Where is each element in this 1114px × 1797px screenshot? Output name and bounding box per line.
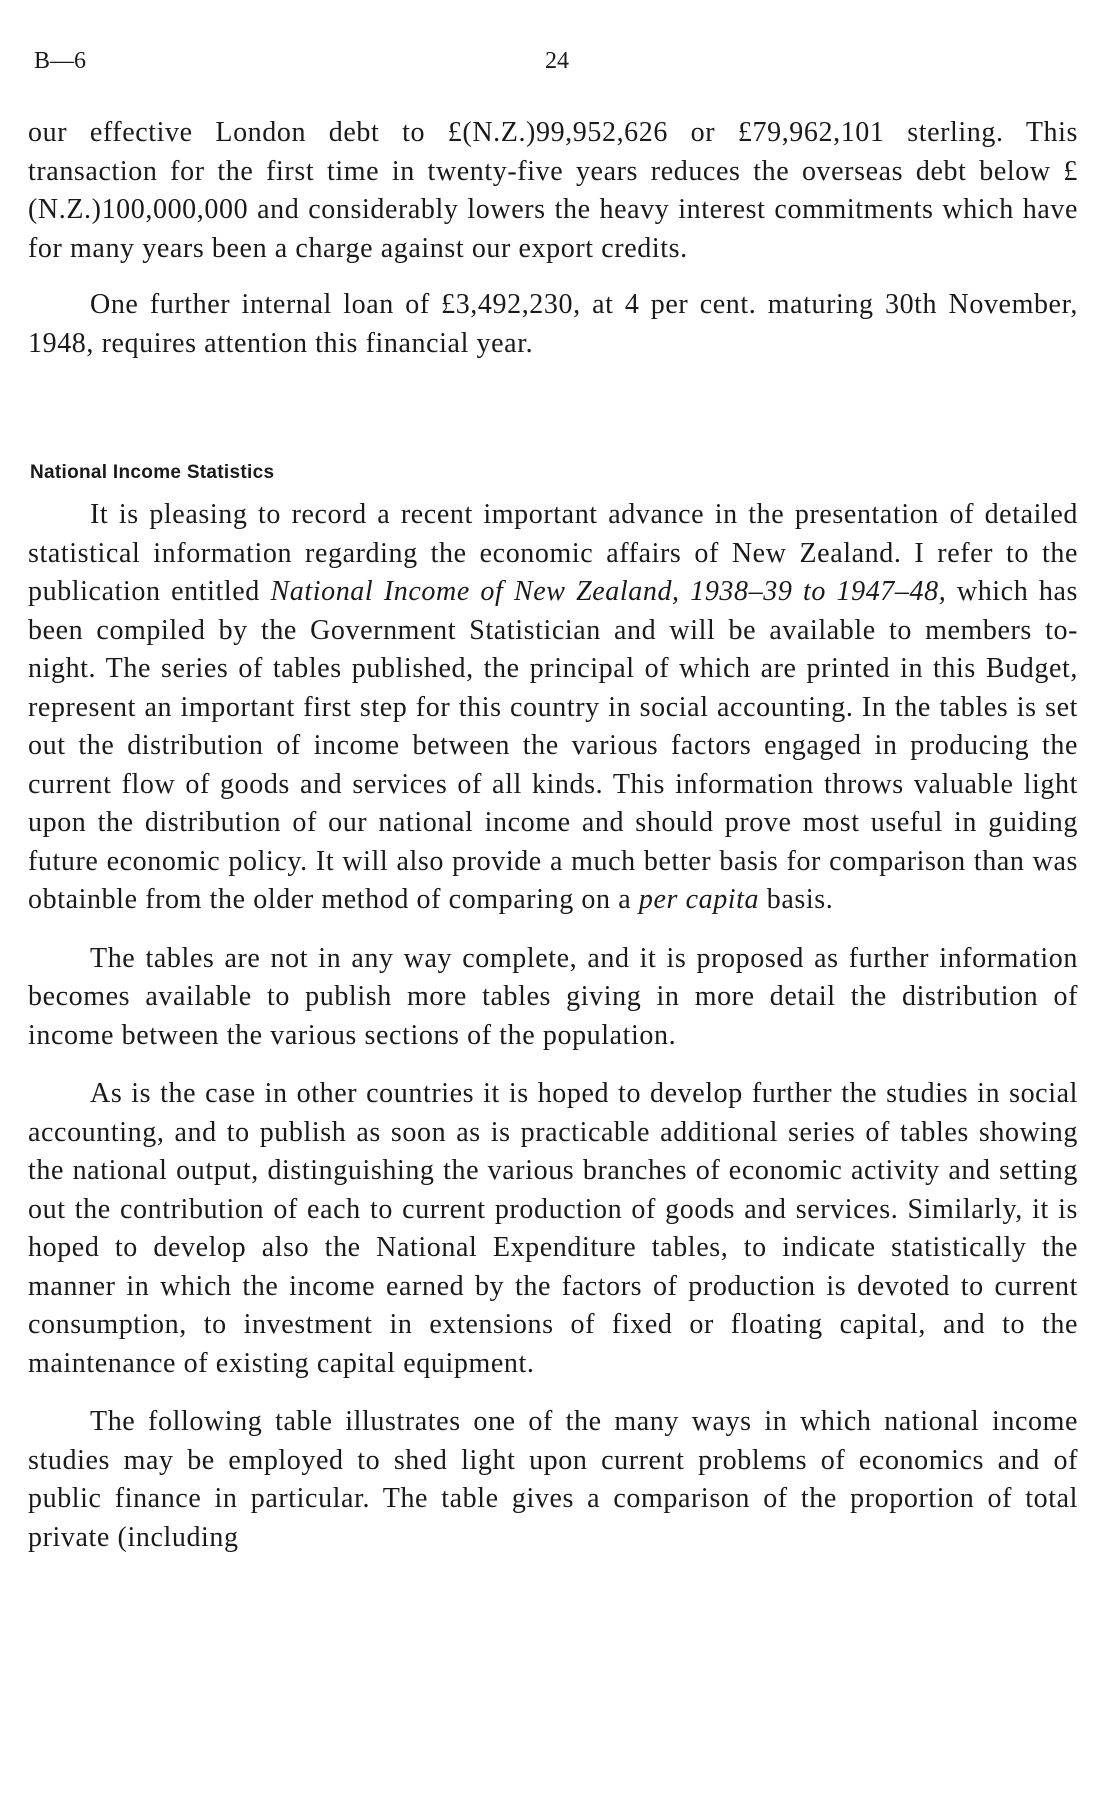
page-number: 24 — [545, 48, 569, 74]
publication-title: National Income of New Zealand, 1938–39 to 1947–48, — [270, 576, 947, 607]
paragraph-social-accounting: As is the case in other countries it is hoped to develop further the studies in social accounting, and to publish as soon as is practicable additional series of tables showing the national output, distinguishing the various branches of economic activity and setting out the contribution of each to current production of goods and services. Similarly, it is hoped to develop also the National Expenditure tables, to indicate statistically the manner in which the income earned by the factors of production is devoted to current consumption, to investment in extensions of fixed or floating capital, and to the maintenance of existing capital equipment. — [28, 1078, 1078, 1379]
text-fragment: basis. — [759, 884, 834, 915]
section-loans — [28, 114, 1078, 363]
paragraph-following-table: The following table illustrates one of the many ways in which national income studies may be employed to shed light upon current problems of economics and of public finance in particular. The table gives a comparison of the proportion of total private (including — [28, 1406, 1078, 1553]
paragraph-national-income-intro — [28, 496, 1078, 920]
section-national-income — [28, 496, 1078, 1557]
text-fragment: which has been compiled by the Government Statistician and will be available to members to-night. The series of tables published, the principal of which are printed in this Budget, represent an important first step for this country in social accounting. In the tables is set out the distribution of income between the various factors engaged in producing the current flow of goods and services of all kinds. This information throws valuable light upon the distribution of our national income and should prove most useful in guiding future economic policy. It will also provide a much better basis for comparison than was obtainble from the older method of comparing on a — [28, 576, 1078, 915]
page-header — [28, 48, 1086, 80]
text-fragment: It is pleasing to record a recent important advance in the presentation of detailed statistical information regarding the economic affairs of New Zealand. I refer to the publication entitled — [28, 499, 1078, 607]
paragraph-tables-incomplete: The tables are not in any way complete, and it is proposed as further information becomes available to publish more tables giving in more detail the distribution of income between the various sections of the population. — [28, 942, 1078, 1051]
paragraph-london-debt: our effective London debt to £(N.Z.)99,952,626 or £79,962,101 sterling. This transaction for the first time in twenty-five years reduces the overseas debt below £(N.Z.)100,000,000 and considerably lowers the heavy interest commitments which have for many years been a charge against our export credits. — [28, 117, 1078, 264]
document-reference: B—6 — [34, 48, 87, 74]
paragraph-internal-loan: One further internal loan of £3,492,230, at 4 per cent. maturing 30th November, 1948, requires attention this financial year. — [28, 289, 1078, 359]
italic-phrase: per capita — [638, 884, 760, 915]
section-heading: National Income Statistics — [30, 462, 275, 483]
